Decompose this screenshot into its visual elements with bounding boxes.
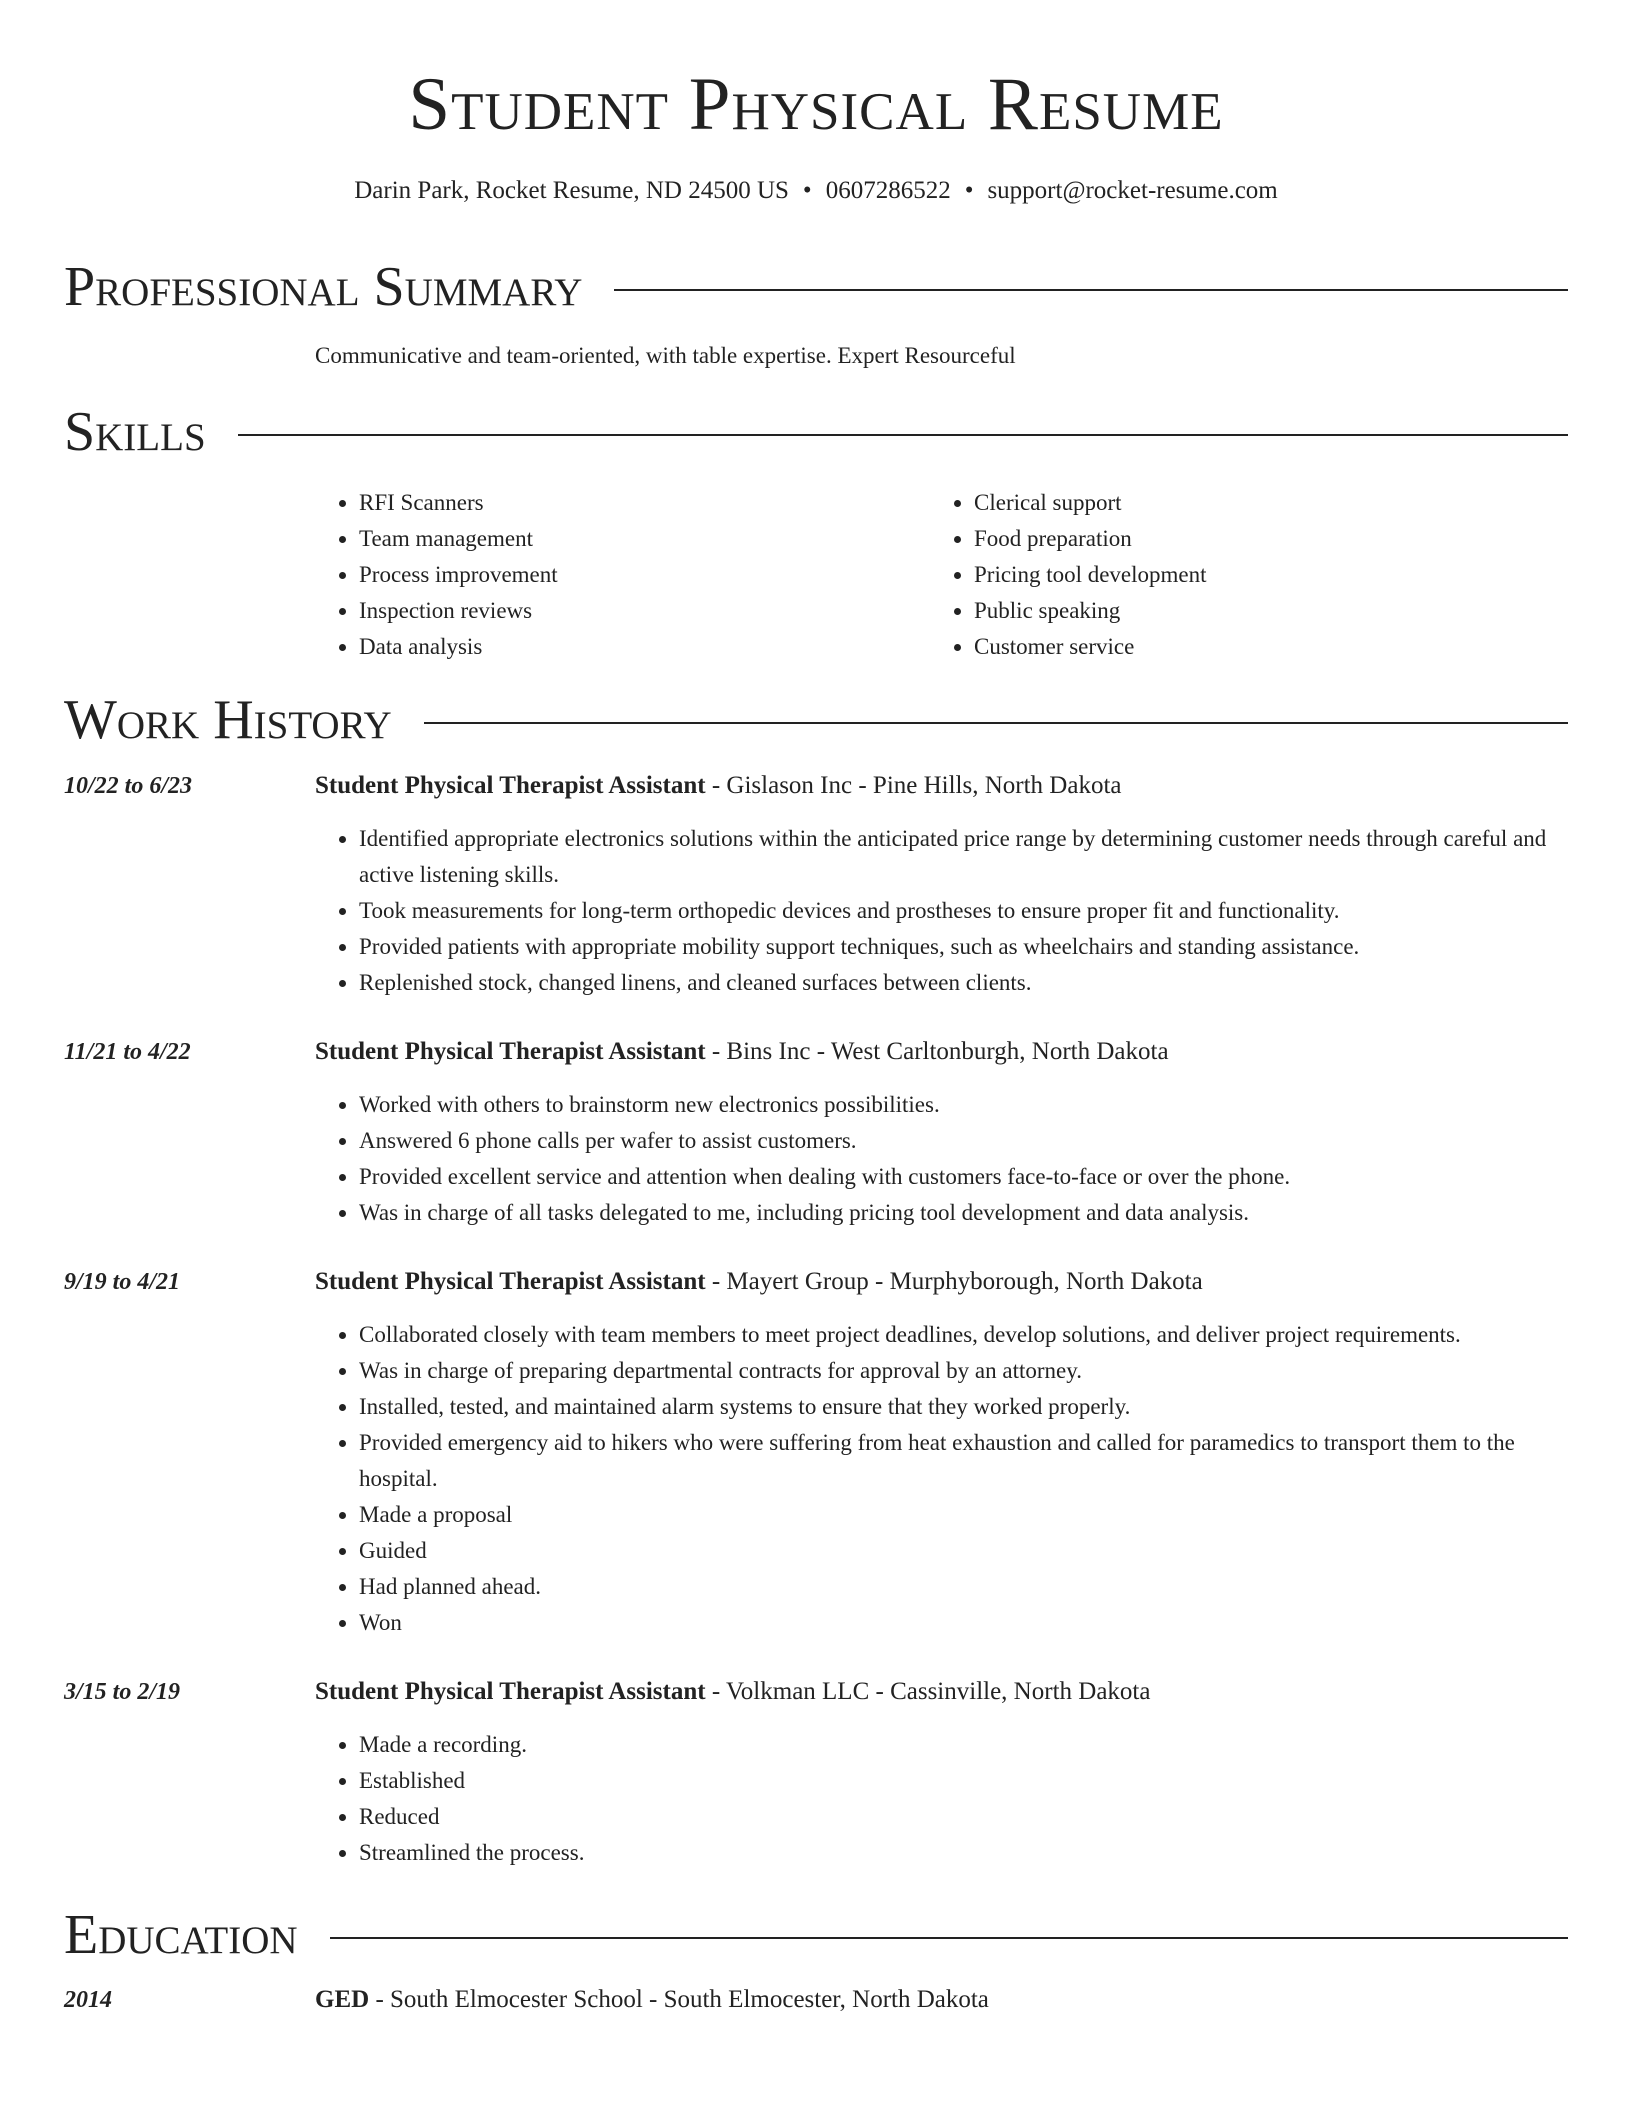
job-headline [315, 1265, 1565, 1299]
job-bullet: • Made a proposal [359, 1497, 1565, 1533]
skill-item: • Clerical support [974, 485, 1545, 521]
job-dates: 3/15 to 2/19 [64, 1679, 181, 1705]
job-bullet: • Replenished stock, changed linens, and cleaned surfaces between clients. [359, 965, 1565, 1001]
skill-item: • Data analysis [359, 629, 930, 665]
section-heading: Professional Summary [64, 256, 583, 318]
section-header-skills [64, 397, 1568, 467]
job-bullet: • Had planned ahead. [359, 1569, 1565, 1605]
job-bullet: • Identified appropriate electronics solutions within the anticipated price range by determining customer needs through careful and active listening skills. [359, 821, 1565, 893]
skills-column-left [315, 485, 930, 665]
job-bullet: • Won [359, 1605, 1565, 1641]
section-header-work [64, 685, 1568, 755]
section-heading: Education [64, 1904, 298, 1966]
section-divider [424, 722, 1568, 724]
section-heading: Skills [64, 401, 206, 463]
job-bullet: • Established [359, 1763, 1565, 1799]
section-divider [330, 1937, 1568, 1939]
job-headline [315, 1035, 1565, 1069]
skill-item: • Pricing tool development [974, 557, 1545, 593]
skills-list [315, 485, 1565, 665]
contact-separator: • [802, 177, 812, 204]
job-title: Student Physical Therapist Assistant [315, 1678, 706, 1705]
job-bullet: • Took measurements for long-term orthopedic devices and prostheses to ensure proper fit and functionality. [359, 893, 1565, 929]
job-bullet: • Provided excellent service and attention when dealing with customers face-to-face or over the phone. [359, 1159, 1565, 1195]
skill-item: • Food preparation [974, 521, 1545, 557]
contact-line [0, 174, 1632, 208]
contact-phone: 0607286522 [825, 177, 951, 204]
job-bullet: • Reduced [359, 1799, 1565, 1835]
job-bullets [315, 821, 1565, 1001]
job-title: Student Physical Therapist Assistant [315, 1268, 706, 1295]
summary-text: Communicative and team-oriented, with table expertise. Expert Resourceful [315, 343, 1016, 368]
skill-item: • RFI Scanners [359, 485, 930, 521]
job-headline [315, 769, 1565, 803]
job-bullet: • Made a recording. [359, 1727, 1565, 1763]
skill-item: • Inspection reviews [359, 593, 930, 629]
job-details: - Volkman LLC - Cassinville, North Dakota [705, 1678, 1151, 1705]
job-bullet: • Was in charge of all tasks delegated to me, including pricing tool development and data analysis. [359, 1195, 1565, 1231]
skill-item: • Process improvement [359, 557, 930, 593]
job-headline [315, 1675, 1565, 1709]
job-bullet: • Installed, tested, and maintained alarm systems to ensure that they worked properly. [359, 1389, 1565, 1425]
skill-item: • Team management [359, 521, 930, 557]
job-dates: 9/19 to 4/21 [64, 1269, 181, 1295]
education-headline [315, 1983, 1565, 2017]
section-heading: Work History [64, 689, 392, 751]
job-bullet: • Provided emergency aid to hikers who were suffering from heat exhaustion and called for paramedics to transport them to the hospital. [359, 1425, 1565, 1497]
education-date: 2014 [64, 1987, 112, 2013]
section-header-education [64, 1900, 1568, 1970]
skill-item: • Public speaking [974, 593, 1545, 629]
job-bullet: • Worked with others to brainstorm new electronics possibilities. [359, 1087, 1565, 1123]
job-bullet: • Guided [359, 1533, 1565, 1569]
skills-column-right [930, 485, 1545, 665]
section-divider [614, 289, 1568, 291]
resume-title: Student Physical Resume [408, 63, 1224, 146]
contact-email: support@rocket-resume.com [987, 177, 1278, 204]
job-details: - Bins Inc - West Carltonburgh, North Dakota [705, 1038, 1169, 1065]
skill-item: • Customer service [974, 629, 1545, 665]
contact-separator: • [964, 177, 974, 204]
job-title: Student Physical Therapist Assistant [315, 1038, 706, 1065]
section-header-summary [64, 252, 1568, 322]
job-dates: 11/21 to 4/22 [64, 1039, 191, 1065]
education-degree: GED [315, 1986, 370, 2013]
job-details: - Mayert Group - Murphyborough, North Dakota [705, 1268, 1203, 1295]
job-bullet: • Was in charge of preparing departmental contracts for approval by an attorney. [359, 1353, 1565, 1389]
job-bullets [315, 1087, 1565, 1231]
job-details: - Gislason Inc - Pine Hills, North Dakota [705, 772, 1122, 799]
job-title: Student Physical Therapist Assistant [315, 772, 706, 799]
job-bullets [315, 1727, 1565, 1871]
job-bullet: • Streamlined the process. [359, 1835, 1565, 1871]
job-bullet: • Provided patients with appropriate mobility support techniques, such as wheelchairs and standing assistance. [359, 929, 1565, 965]
job-bullets [315, 1317, 1565, 1641]
job-bullet: • Answered 6 phone calls per wafer to assist customers. [359, 1123, 1565, 1159]
contact-address: Darin Park, Rocket Resume, ND 24500 US [354, 177, 789, 204]
education-details: - South Elmocester School - South Elmocester, North Dakota [369, 1986, 989, 2013]
job-bullet: • Collaborated closely with team members to meet project deadlines, develop solutions, and deliver project requirements. [359, 1317, 1565, 1353]
section-divider [238, 434, 1568, 436]
job-dates: 10/22 to 6/23 [64, 773, 193, 799]
